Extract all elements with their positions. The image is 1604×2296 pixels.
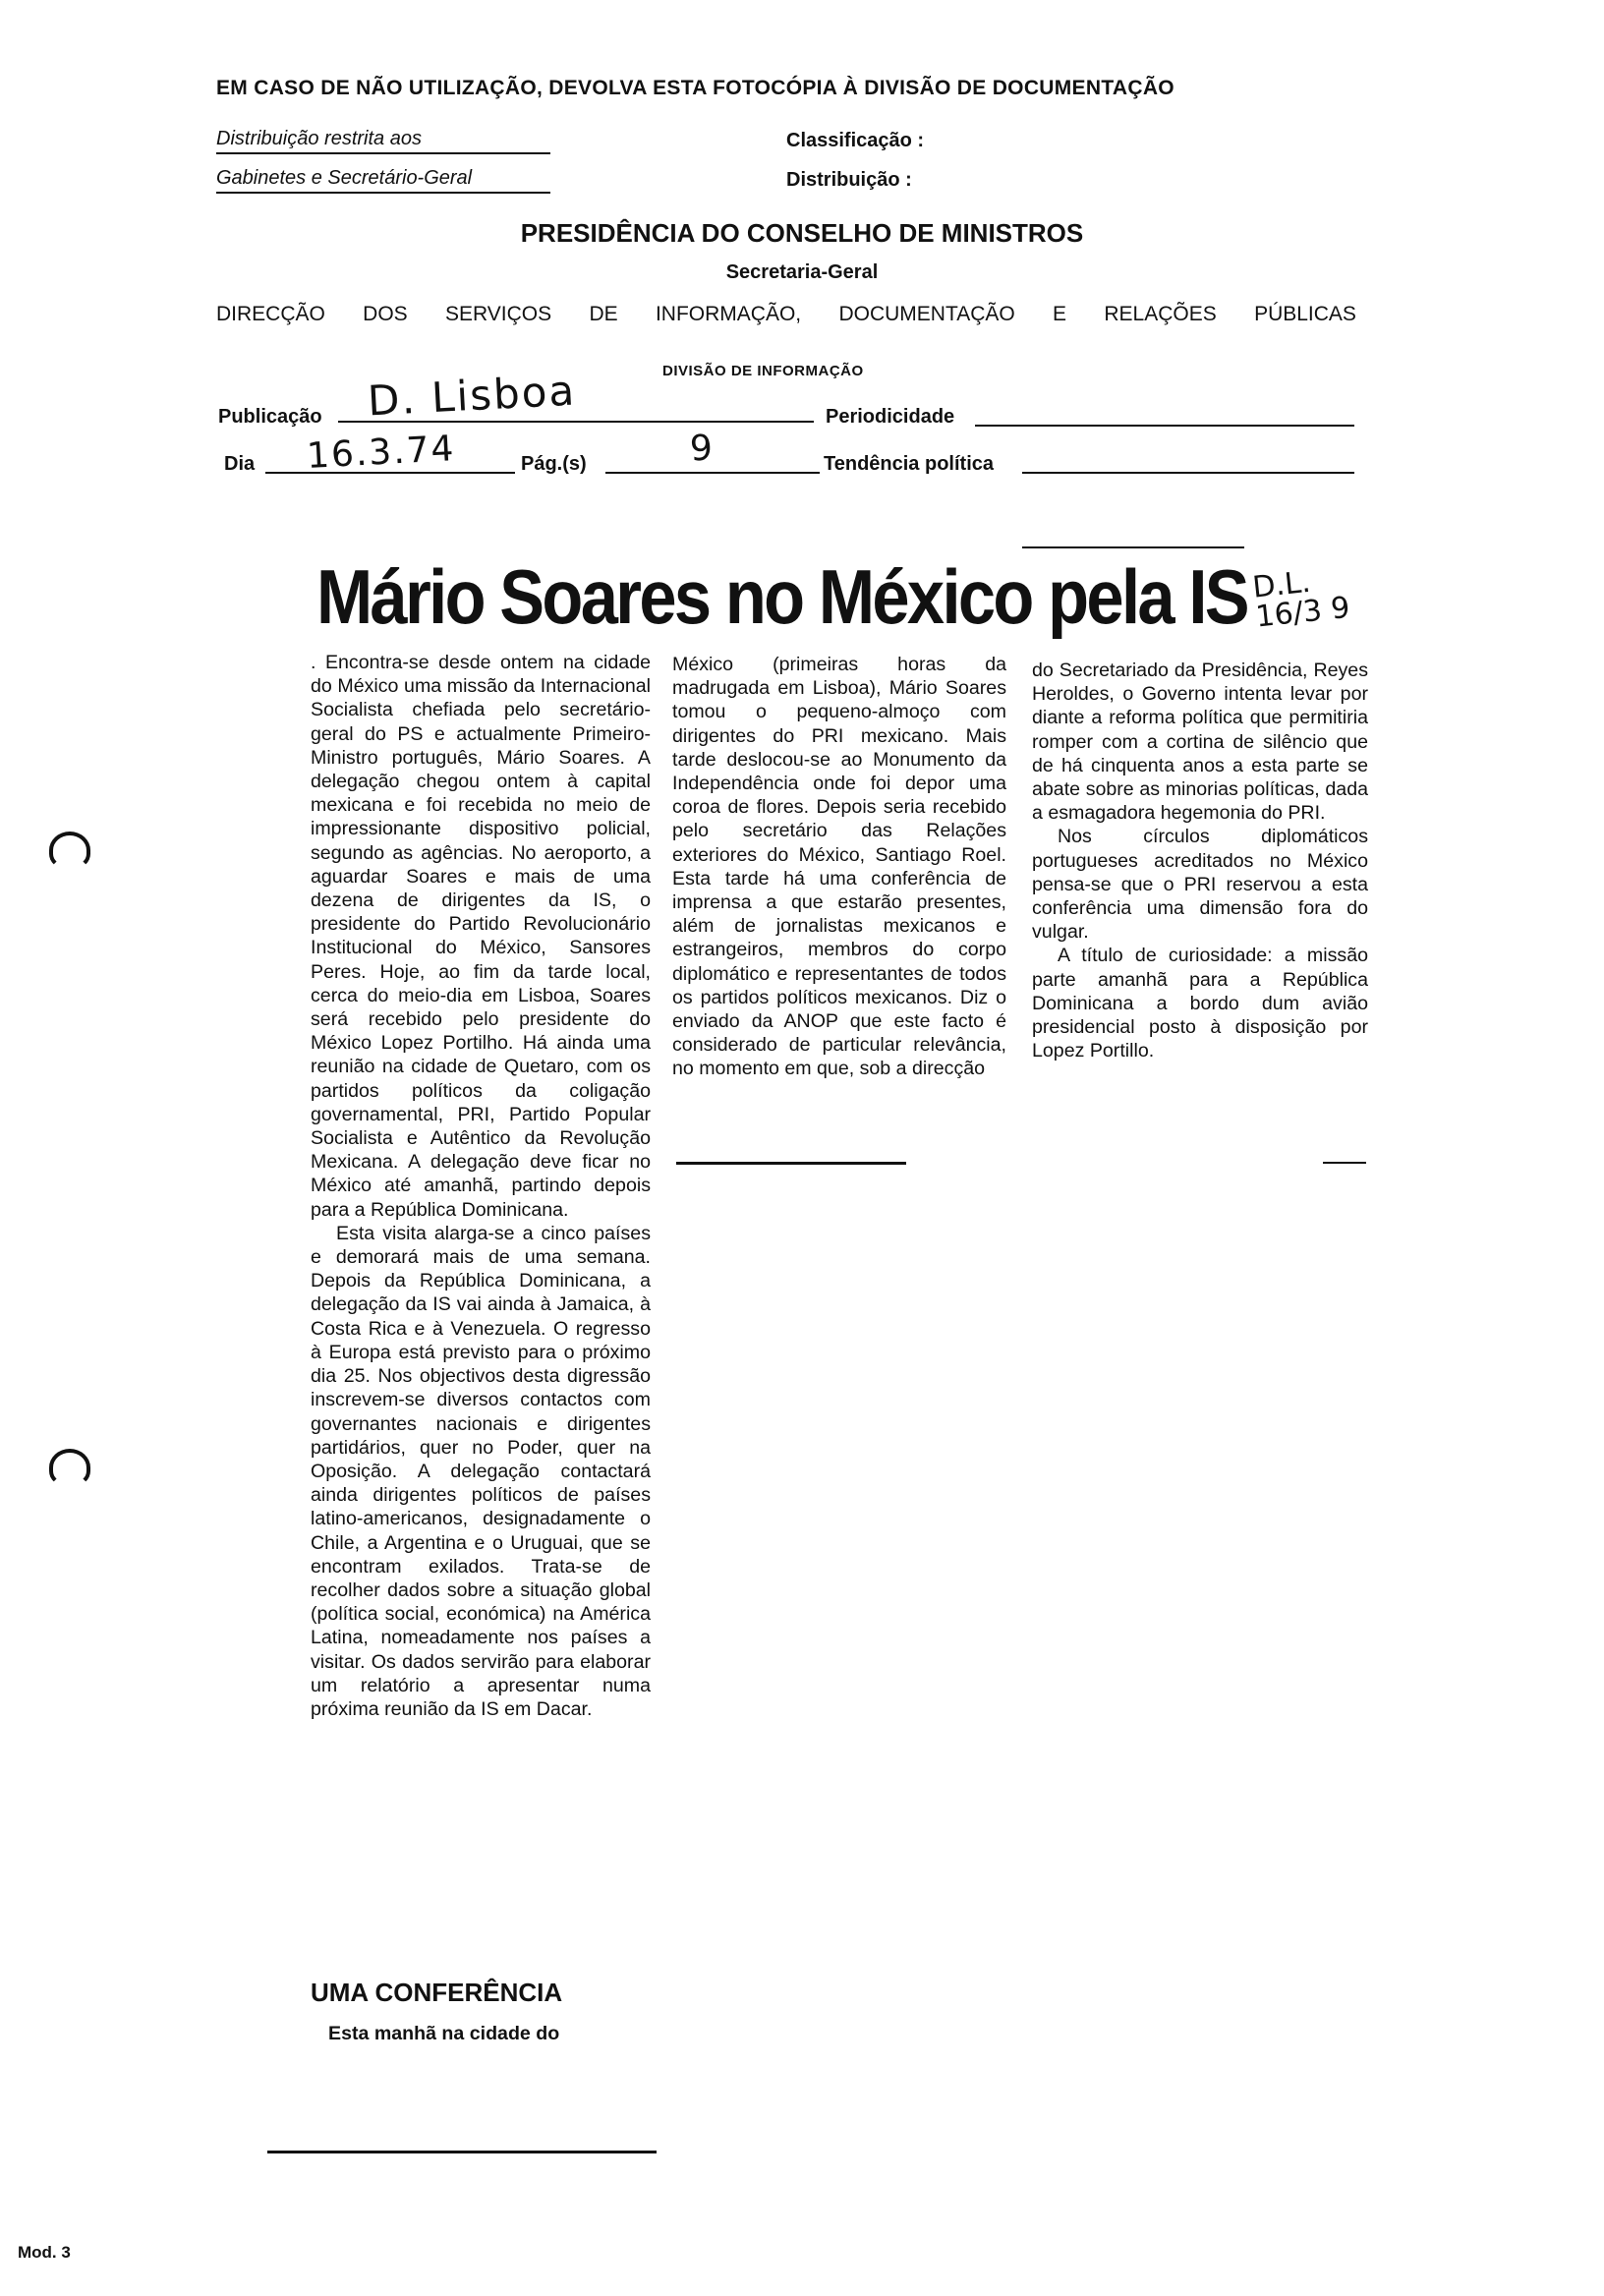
directorate-word: DIRECÇÃO xyxy=(216,303,325,325)
directorate-word: DOS xyxy=(363,303,408,325)
secretariat-title: Secretaria-Geral xyxy=(725,261,879,283)
classification-label: Classificação : xyxy=(786,130,925,151)
publication-handwritten: D. Lisboa xyxy=(366,366,578,426)
distribution-line-1: Distribuição restrita aos xyxy=(216,128,550,154)
model-label: Mod. 3 xyxy=(18,2243,71,2262)
periodicity-label: Periodicidade xyxy=(826,406,955,428)
pages-handwritten: 9 xyxy=(688,428,716,470)
tendency-label: Tendência política xyxy=(824,453,994,475)
article-column-2 xyxy=(672,653,1006,1081)
periodicity-line xyxy=(975,425,1354,427)
directorate-word: DE xyxy=(589,303,618,325)
subheading-continuation: Esta manhã na cidade do xyxy=(328,2023,560,2044)
headline-rule xyxy=(1022,546,1244,548)
directorate-word: SERVIÇOS xyxy=(445,303,552,325)
column-end-rule xyxy=(267,2151,657,2153)
article-column-1 xyxy=(311,651,651,1721)
article-paragraph: do Secretariado da Presidência, Reyes Heroldes, o Governo intenta levar por diante a reforma política que permitiria romper com a cortina de silêncio que de há cinquenta anos a esta parte se abate sobre as minorias políticas, dada a esmagadora hegemonia do PRI. xyxy=(1032,660,1368,825)
article-paragraph: A título de curiosidade: a missão parte amanhã para a República Dominicana a bordo dum avião presidencial posto à disposição por Lopez Portillo. xyxy=(1032,945,1368,1062)
directorate-word: PÚBLICAS xyxy=(1254,303,1356,325)
directorate-title xyxy=(216,303,1356,326)
division-title: DIVISÃO DE INFORMAÇÃO xyxy=(662,363,864,379)
article-paragraph: México (primeiras horas da madrugada em Lisboa), Mário Soares tomou o pequeno-almoço com dirigentes do PRI mexicano. Mais tarde deslocou-se ao Monumento da Independência onde foi depor uma coroa de flores. Depois seria recebido pelo secretário das Relações exteriores do México, Santiago Roel. Esta tarde há uma conferência de imprensa a que estarão presentes, além de jornalistas mexicanos e estrangeiros, membros do corpo diplomático e representantes de todos os partidos políticos mexicanos. Diz o enviado da ANOP que este facto é considerado de particular relevância, no momento em que, sob a direcção xyxy=(672,654,1006,1080)
pages-line xyxy=(605,472,820,474)
distribution-line-2: Gabinetes e Secretário-Geral xyxy=(216,167,550,194)
article-subheading: UMA CONFERÊNCIA xyxy=(311,1978,563,2007)
tendency-line xyxy=(1022,472,1354,474)
directorate-word: E xyxy=(1053,303,1067,325)
article-paragraph: Esta visita alarga-se a cinco países e demorará mais de uma semana. Depois da República Dominicana, a delegação da IS vai ainda à Jamaica, à Costa Rica e à Venezuela. O regresso à Europa está previsto para o próximo dia 25. Nos objectivos desta digressão inscrevem-se diversos contactos com governantes nacionais e dirigentes partidários, quer no Poder, quer na Oposição. A delegação contactará ainda dirigentes políticos de países latino-americanos, designadamente o Chile, a Argentina e o Uruguai, que se encontram exilados. Trata-se de recolher dados sobre a situação global (política social, económica) na América Latina, nomeadamente nos países a visitar. Os dados servirão para elaborar um relatório a apresentar numa próxima reunião da IS em Dacar. xyxy=(311,1222,651,1720)
day-handwritten: 16.3.74 xyxy=(306,429,457,477)
column-2-rule xyxy=(676,1162,906,1165)
article-headline: Mário Soares no México pela IS xyxy=(316,553,1247,640)
directorate-word: DOCUMENTAÇÃO xyxy=(838,303,1015,325)
directorate-word: INFORMAÇÃO, xyxy=(655,303,802,325)
article-paragraph: . Encontra-se desde ontem na cidade do México uma missão da Internacional Socialista chefiada pelo secretário-geral do PS e actualmente Primeiro-Ministro português, Mário Soares. A delegação chegou ontem à capital mexicana e foi recebida no meio de impressionante dispositivo policial, segundo as agências. No aeroporto, a aguardar Soares e mais de uma dezena de dirigentes da IS, o presidente do Partido Revolucionário Institucional do México, Sansores Peres. Hoje, ao fim da tarde local, cerca do meio-dia em Lisboa, Soares será recebido pelo presidente do México Lopez Portilho. Há ainda uma reunião na cidade de Quetaro, com os partidos políticos da coligação governamental, PRI, Partido Popular Socialista e Autêntico da Revolução Mexicana. A delegação deve ficar no México até amanhã, partindo depois para a República Dominicana. xyxy=(311,652,651,1221)
directorate-word: RELAÇÕES xyxy=(1104,303,1217,325)
pages-label: Pág.(s) xyxy=(521,453,587,475)
presidency-title: PRESIDÊNCIA DO CONSELHO DE MINISTROS xyxy=(520,218,1084,248)
article-paragraph: Nos círculos diplomáticos portugueses acreditados no México pensa-se que o PRI reservou a esta conferência uma dimensão fora do vulgar. xyxy=(1032,826,1368,944)
punch-hole-mark xyxy=(49,1449,90,1486)
day-label: Dia xyxy=(224,453,256,475)
return-notice: EM CASO DE NÃO UTILIZAÇÃO, DEVOLVA ESTA FOTOCÓPIA À DIVISÃO DE DOCUMENTAÇÃO xyxy=(216,77,1174,99)
publication-label: Publicação xyxy=(218,406,322,428)
column-3-rule xyxy=(1323,1162,1366,1164)
punch-hole-mark xyxy=(49,832,90,869)
article-column-3 xyxy=(1032,659,1368,1062)
handwritten-annotation: D.L. 16/3 9 xyxy=(1250,564,1352,635)
distribution-label: Distribuição : xyxy=(786,169,912,191)
